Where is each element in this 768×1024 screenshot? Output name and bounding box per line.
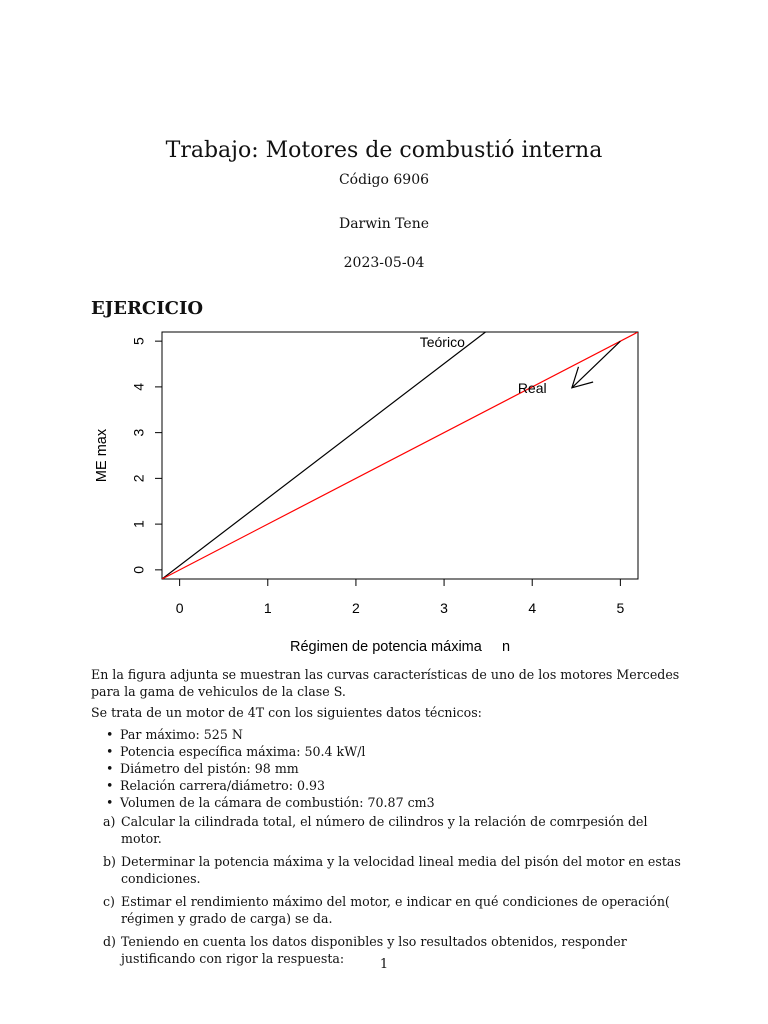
series-annotation: Teórico — [419, 334, 465, 351]
x-tick-label: 2 — [352, 600, 360, 616]
specs-list — [104, 726, 664, 811]
performance-chart — [84, 322, 664, 662]
arrow-shaft — [572, 341, 620, 388]
series-line — [162, 332, 486, 579]
question-letter: a) — [103, 814, 116, 829]
questions-list — [91, 813, 683, 973]
question-text: Teniendo en cuenta los datos disponibles y lso resultados obtenidos, responder justificando con rigor la respuesta: — [121, 934, 627, 966]
question-text: Calcular la cilindrada total, el número de cilindros y la relación de comrpesión del motor. — [121, 814, 648, 846]
spec-item: • Potencia específica máxima: 50.4 kW/l — [104, 743, 664, 760]
spec-item: • Relación carrera/diámetro: 0.93 — [104, 777, 664, 794]
series-annotation: Real — [517, 379, 547, 396]
y-tick-label: 1 — [130, 520, 147, 529]
intro-paragraph: En la figura adjunta se muestran las curvas características de uno de los motores Mercedes para la gama de vehiculos de la clase S. — [91, 667, 680, 699]
question-text: Estimar el rendimiento máximo del motor, e indicar en qué condiciones de operación( régimen y grado de carga) se da. — [121, 894, 670, 926]
x-tick-label: 1 — [263, 600, 272, 616]
y-tick-label: 0 — [130, 565, 147, 574]
document-code: Código 6906 — [338, 172, 430, 188]
y-tick-label: 2 — [130, 474, 147, 483]
y-tick-label: 3 — [130, 428, 147, 437]
question-letter: b) — [103, 854, 116, 869]
spec-item: • Volumen de la cámara de combustión: 70.87 cm3 — [104, 794, 664, 811]
x-tick-label: 4 — [528, 600, 537, 616]
document-author: Darwin Tene — [338, 216, 430, 232]
section-heading: EJERCICIO — [91, 298, 204, 319]
y-axis-label: ME max — [93, 428, 110, 483]
x-axis-label: Régimen de potencia máxima n — [289, 639, 511, 655]
question-text: Determinar la potencia máxima y la velocidad lineal media del pisón del motor en estas condiciones. — [121, 854, 681, 886]
document-date: 2023-05-04 — [343, 255, 425, 271]
y-tick-label: 5 — [130, 337, 147, 346]
spec-item: • Par máximo: 525 N — [104, 726, 664, 743]
page-number: 1 — [379, 957, 389, 972]
question-letter: c) — [103, 894, 115, 909]
specs-intro-paragraph: Se trata de un motor de 4T con los siguientes datos técnicos: — [91, 705, 482, 720]
x-tick-label: 5 — [616, 600, 625, 616]
question-item — [91, 893, 683, 927]
x-tick-label: 0 — [175, 600, 184, 616]
spec-item: • Diámetro del pistón: 98 mm — [104, 760, 664, 777]
x-tick-label: 3 — [440, 600, 448, 616]
question-item — [91, 853, 683, 887]
y-tick-label: 4 — [130, 382, 147, 391]
question-item — [91, 813, 683, 847]
document-title: Trabajo: Motores de combustió interna — [165, 138, 603, 163]
series-line — [162, 332, 638, 579]
question-letter: d) — [103, 934, 116, 949]
